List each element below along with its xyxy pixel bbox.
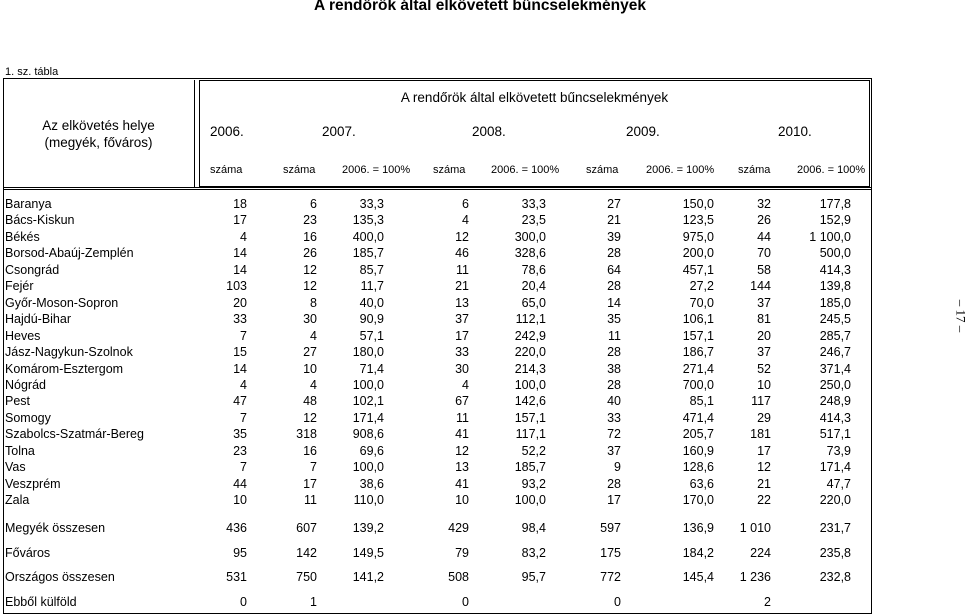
table-cell: 4 (240, 377, 247, 392)
table-cell: 12 (455, 229, 469, 244)
table-cell: 7 (240, 410, 247, 425)
table-cell: 17 (233, 213, 247, 228)
table-cell: 100,0 (514, 493, 546, 508)
row-label: Fejér (5, 279, 34, 294)
table-cell: 7 (240, 328, 247, 343)
table-row (0, 246, 880, 262)
table-cell: 37 (607, 443, 621, 458)
table-cell: 11 (456, 262, 469, 277)
table-cell: 90,9 (359, 312, 384, 327)
table-cell: 245,5 (819, 312, 851, 327)
table-cell: 29 (757, 410, 771, 425)
table-cell: 597 (600, 521, 621, 535)
table-cell: 41 (455, 427, 469, 442)
table-cell: 180,0 (352, 345, 384, 360)
table-row (0, 493, 880, 509)
table-cell: 44 (757, 229, 771, 244)
row-label: Jász-Nagykun-Szolnok (5, 345, 133, 360)
table-cell: 17 (303, 476, 317, 491)
table-cell: 100,0 (352, 377, 384, 392)
table-cell: 20,4 (521, 279, 546, 294)
row-label: Tolna (5, 443, 35, 458)
table-cell: 185,0 (819, 295, 851, 310)
row-label: Zala (5, 493, 30, 508)
table-cell: 18 (233, 197, 247, 211)
subheader-2010-count: száma (738, 164, 771, 176)
table-cell: 220,0 (514, 345, 546, 360)
year-2010: 2010. (778, 124, 812, 139)
table-cell: 23 (233, 443, 247, 458)
table-cell: 20 (233, 295, 247, 310)
row-label: Baranya (5, 197, 52, 211)
table-cell: 102,1 (352, 394, 384, 409)
row-label: Országos összesen (5, 570, 115, 584)
table-cell: 1 010 (739, 521, 771, 535)
table-cell: 14 (233, 262, 247, 277)
table-cell: 100,0 (514, 377, 546, 392)
table-cell: 224 (750, 546, 771, 560)
table-cell: 103 (226, 279, 247, 294)
row-label: Vas (5, 460, 26, 475)
row-label: Veszprém (5, 476, 61, 491)
table-cell: 95,7 (521, 570, 546, 584)
table-cell: 15 (233, 345, 247, 360)
table-cell: 58 (757, 262, 771, 277)
table-cell: 436 (226, 521, 247, 535)
table-row (0, 460, 880, 476)
table-row (0, 279, 880, 295)
table-cell: 27,2 (689, 279, 714, 294)
table-cell: 44 (233, 476, 247, 491)
row-label: Komárom-Esztergom (5, 361, 124, 376)
table-cell: 117 (751, 394, 771, 409)
table-cell: 33 (455, 345, 469, 360)
table-cell: 157,1 (514, 410, 546, 425)
table-cell: 157,1 (682, 328, 714, 343)
table-cell: 141,2 (352, 570, 384, 584)
table-cell: 33,3 (359, 197, 384, 211)
table-row (0, 213, 880, 229)
row-label: Ebből külföld (5, 595, 77, 609)
table-cell: 414,3 (819, 262, 851, 277)
table-cell: 235,8 (819, 546, 851, 560)
corner-label-line2: (megyék, főváros) (44, 135, 153, 150)
table-cell: 37 (757, 295, 771, 310)
page-number: – 17 – (953, 299, 968, 333)
table-cell: 14 (233, 246, 247, 261)
table-cell: 40 (607, 394, 621, 409)
table-cell: 48 (303, 394, 317, 409)
table-cell: 908,6 (352, 427, 384, 442)
table-cell: 69,6 (359, 443, 384, 458)
table-cell: 139,8 (819, 279, 851, 294)
table-cell: 139,2 (352, 521, 384, 535)
table-cell: 429 (448, 521, 469, 535)
subheader-2010-index: 2006. = 100% (797, 164, 866, 176)
table-cell: 72 (607, 427, 621, 442)
table-cell: 81 (757, 312, 771, 327)
table-cell: 47 (233, 394, 247, 409)
table-cell: 13 (455, 295, 469, 310)
table-cell: 531 (226, 570, 247, 584)
row-label: Csongrád (5, 262, 60, 277)
table-cell: 100,0 (352, 460, 384, 475)
table-cell: 11 (304, 493, 317, 508)
corner-label-line1: Az elkövetés helye (42, 118, 155, 133)
table-cell: 171,4 (819, 460, 851, 475)
year-2006: 2006. (210, 124, 244, 139)
table-cell: 150,0 (682, 197, 714, 211)
table-cell: 11 (608, 328, 621, 343)
table-cell: 246,7 (819, 345, 851, 360)
table-cell: 70 (757, 246, 771, 261)
table-cell: 106,1 (682, 312, 714, 327)
table-cell: 11 (456, 410, 469, 425)
table-cell: 200,0 (682, 246, 714, 261)
table-cell: 4 (310, 377, 317, 392)
table-cell: 7 (310, 460, 317, 475)
table-row (0, 263, 880, 279)
table-cell: 242,9 (514, 328, 546, 343)
table-cell: 98,4 (521, 521, 546, 535)
table-row (0, 444, 880, 460)
table-cell: 23 (303, 213, 317, 228)
table-cell: 110,0 (353, 493, 384, 508)
table-cell: 10 (303, 361, 317, 376)
row-label: Hajdú-Bihar (5, 312, 72, 327)
table-cell: 285,7 (819, 328, 851, 343)
table-cell: 28 (607, 279, 621, 294)
table-cell: 73,9 (826, 443, 851, 458)
table-cell: 6 (462, 197, 469, 211)
table-cell: 65,0 (521, 295, 546, 310)
table-cell: 14 (607, 295, 621, 310)
table-cell: 2 (764, 595, 771, 609)
table-cell: 117,1 (515, 427, 546, 442)
table-cell: 47,7 (826, 476, 851, 491)
table-cell: 500,0 (819, 246, 851, 261)
table-cell: 28 (607, 345, 621, 360)
table-cell: 63,6 (689, 476, 714, 491)
table-cell: 300,0 (514, 229, 546, 244)
table-cell: 145,4 (682, 570, 714, 584)
table-cell: 14 (233, 361, 247, 376)
row-label: Győr-Moson-Sopron (5, 295, 119, 310)
table-cell: 1 100,0 (809, 229, 851, 244)
table-row (0, 427, 880, 443)
table-row (0, 411, 880, 427)
total-row (0, 546, 880, 562)
table-cell: 250,0 (819, 377, 851, 392)
table-row (0, 329, 880, 345)
table-cell: 607 (296, 521, 317, 535)
row-label: Békés (5, 229, 40, 244)
page-title: A rendőrök által elkövetett bűncselekmények (314, 0, 646, 14)
table-cell: 28 (607, 476, 621, 491)
row-label: Nógrád (5, 377, 46, 392)
table-cell: 152,9 (819, 213, 851, 228)
table-cell: 328,6 (514, 246, 546, 261)
table-cell: 21 (757, 476, 771, 491)
table-cell: 28 (607, 377, 621, 392)
table-cell: 23,5 (521, 213, 546, 228)
table-cell: 26 (303, 246, 317, 261)
table-cell: 6 (310, 197, 317, 211)
table-cell: 4 (310, 328, 317, 343)
subheader-2008-count: száma (433, 164, 466, 176)
table-cell: 93,2 (521, 476, 546, 491)
row-label: Borsod-Abaúj-Zemplén (5, 246, 134, 261)
table-cell: 136,9 (682, 521, 714, 535)
table-cell: 21 (455, 279, 469, 294)
table-cell: 12 (455, 443, 469, 458)
table-cell: 135,3 (352, 213, 384, 228)
table-cell: 30 (303, 312, 317, 327)
table-cell: 149,5 (352, 546, 384, 560)
table-cell: 13 (455, 460, 469, 475)
table-cell: 4 (462, 213, 469, 228)
table-cell: 7 (240, 460, 247, 475)
table-cell: 220,0 (819, 493, 851, 508)
table-cell: 35 (607, 312, 621, 327)
subheader-2009-count: száma (586, 164, 619, 176)
table-cell: 171,4 (352, 410, 384, 425)
table-row (0, 230, 880, 246)
table-cell: 57,1 (359, 328, 384, 343)
table-cell: 112,1 (515, 312, 546, 327)
table-cell: 10 (233, 493, 247, 508)
table-cell: 46 (455, 246, 469, 261)
year-2007: 2007. (322, 124, 356, 139)
header-corner-label (5, 117, 192, 151)
table-cell: 128,6 (682, 460, 714, 475)
table-cell: 400,0 (352, 229, 384, 244)
table-cell: 17 (757, 443, 771, 458)
table-cell: 181 (750, 427, 771, 442)
table-cell: 17 (607, 493, 621, 508)
table-cell: 28 (607, 246, 621, 261)
table-cell: 35 (233, 427, 247, 442)
row-label: Szabolcs-Szatmár-Bereg (5, 427, 144, 442)
table-row (0, 197, 880, 213)
table-cell: 12 (757, 460, 771, 475)
table-cell: 0 (614, 595, 621, 609)
table-cell: 170,0 (682, 493, 714, 508)
header-divider-double (3, 189, 872, 191)
table-cell: 457,1 (682, 262, 714, 277)
table-cell: 27 (607, 197, 621, 211)
table-cell: 975,0 (682, 229, 714, 244)
table-cell: 142 (296, 546, 317, 560)
table-cell: 508 (448, 570, 469, 584)
table-cell: 33,3 (521, 197, 546, 211)
table-cell: 16 (303, 229, 317, 244)
table-cell: 16 (303, 443, 317, 458)
table-cell: 700,0 (682, 377, 714, 392)
table-cell: 0 (462, 595, 469, 609)
table-cell: 32 (757, 197, 771, 211)
table-cell: 30 (455, 361, 469, 376)
table-cell: 27 (303, 345, 317, 360)
table-cell: 17 (455, 328, 469, 343)
table-cell: 11,7 (360, 279, 384, 294)
table-cell: 214,3 (514, 361, 546, 376)
table-cell: 144 (750, 279, 771, 294)
total-row (0, 595, 880, 611)
table-cell: 21 (607, 213, 621, 228)
table-cell: 750 (296, 570, 317, 584)
table-cell: 231,7 (819, 521, 851, 535)
header-group-label: A rendőrök által elkövetett bűncselekmények (400, 90, 669, 105)
table-cell: 78,6 (521, 262, 546, 277)
table-cell: 10 (757, 377, 771, 392)
table-row (0, 378, 880, 394)
table-cell: 160,9 (682, 443, 714, 458)
subheader-2008-index: 2006. = 100% (491, 164, 560, 176)
table-cell: 175 (600, 546, 621, 560)
table-cell: 517,1 (819, 427, 851, 442)
table-cell: 4 (462, 377, 469, 392)
table-cell: 85,7 (359, 262, 384, 277)
table-row (0, 477, 880, 493)
table-row (0, 312, 880, 328)
table-cell: 67 (455, 394, 469, 409)
row-label: Főváros (5, 546, 51, 560)
table-cell: 205,7 (682, 427, 714, 442)
table-cell: 52,2 (521, 443, 546, 458)
table-cell: 471,4 (682, 410, 714, 425)
table-cell: 39 (607, 229, 621, 244)
total-row (0, 521, 880, 537)
table-cell: 186,7 (682, 345, 714, 360)
table-cell: 1 (310, 595, 317, 609)
table-cell: 33 (233, 312, 247, 327)
table-cell: 142,6 (514, 394, 546, 409)
table-cell: 41 (455, 476, 469, 491)
table-cell: 95 (233, 546, 247, 560)
table-row (0, 345, 880, 361)
table-cell: 64 (607, 262, 621, 277)
table-cell: 414,3 (819, 410, 851, 425)
table-cell: 52 (757, 361, 771, 376)
table-cell: 40,0 (359, 295, 384, 310)
year-2008: 2008. (472, 124, 506, 139)
table-cell: 772 (600, 570, 621, 584)
row-label: Bács-Kiskun (5, 213, 75, 228)
table-cell: 8 (310, 295, 317, 310)
table-cell: 271,4 (682, 361, 714, 376)
table-cell: 12 (303, 262, 317, 277)
subheader-2007-index: 2006. = 100% (342, 164, 411, 176)
table-cell: 38 (607, 361, 621, 376)
table-cell: 185,7 (514, 460, 546, 475)
table-cell: 26 (757, 213, 771, 228)
table-cell: 79 (455, 546, 469, 560)
table-cell: 20 (757, 328, 771, 343)
table-cell: 0 (240, 595, 247, 609)
table-cell: 185,7 (352, 246, 384, 261)
table-cell: 318 (296, 427, 317, 442)
table-cell: 123,5 (682, 213, 714, 228)
table-cell: 85,1 (689, 394, 714, 409)
table-cell: 232,8 (819, 570, 851, 584)
table-cell: 12 (303, 410, 317, 425)
table-cell: 38,6 (359, 476, 384, 491)
table-cell: 371,4 (819, 361, 851, 376)
table-row (0, 362, 880, 378)
row-label: Heves (5, 328, 41, 343)
row-label: Somogy (5, 410, 51, 425)
row-label: Pest (5, 394, 31, 409)
table-cell: 22 (757, 493, 771, 508)
table-number: 1. sz. tábla (5, 66, 59, 78)
table-cell: 37 (455, 312, 469, 327)
table-cell: 12 (303, 279, 317, 294)
total-row (0, 570, 880, 586)
table-cell: 10 (455, 493, 469, 508)
table-cell: 37 (757, 345, 771, 360)
row-label: Megyék összesen (5, 521, 106, 535)
table-cell: 33 (607, 410, 621, 425)
table-cell: 71,4 (359, 361, 384, 376)
table-cell: 1 236 (739, 570, 771, 584)
subheader-2009-index: 2006. = 100% (646, 164, 715, 176)
table-cell: 83,2 (521, 546, 546, 560)
table-row (0, 394, 880, 410)
table-cell: 248,9 (819, 394, 851, 409)
subheader-2006-count: száma (210, 164, 243, 176)
table-cell: 4 (240, 229, 247, 244)
subheader-2007-count: száma (283, 164, 316, 176)
table-row (0, 296, 880, 312)
table-cell: 70,0 (689, 295, 714, 310)
table-cell: 177,8 (819, 197, 851, 211)
table-cell: 184,2 (682, 546, 714, 560)
table-cell: 9 (614, 460, 621, 475)
year-2009: 2009. (626, 124, 660, 139)
